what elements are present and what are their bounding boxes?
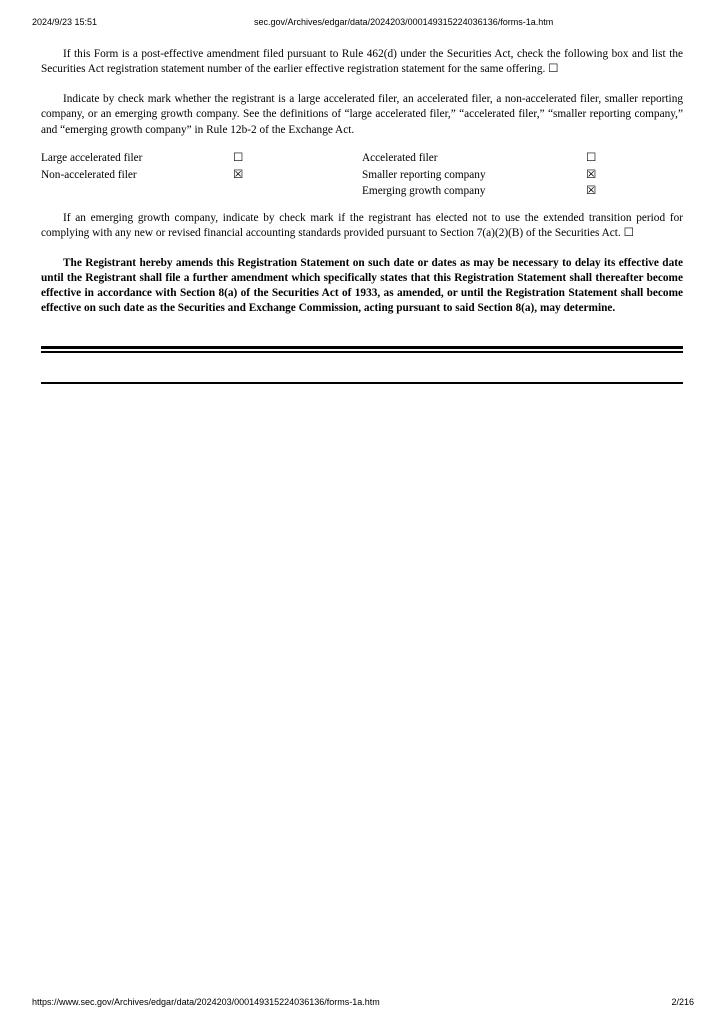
large-accelerated-filer-checkbox: ☐ — [233, 152, 244, 165]
accelerated-filer-label: Accelerated filer — [362, 152, 438, 165]
emerging-growth-company-checkbox: ☒ — [586, 185, 597, 198]
large-accelerated-filer-label: Large accelerated filer — [41, 152, 143, 165]
smaller-reporting-company-checkbox: ☒ — [586, 168, 597, 181]
post-effective-amendment-paragraph: If this Form is a post-effective amendment filed pursuant to Rule 462(d) under the Securities Act, check the following box and list the Securities Act registration statement number of the earlier effective registration statement for the same offering. ☐ — [41, 48, 683, 76]
print-footer — [0, 997, 724, 1009]
non-accelerated-filer-checkbox: ☒ — [233, 168, 244, 181]
print-header-url: sec.gov/Archives/edgar/data/2024203/000149315224036136/forms-1a.htm — [254, 17, 554, 27]
print-datetime: 2024/9/23 15:51 — [32, 17, 98, 27]
rule-line — [41, 351, 683, 353]
print-footer-url: https://www.sec.gov/Archives/edgar/data/2024203/000149315224036136/forms-1a.htm — [32, 997, 380, 1007]
filer-row — [41, 184, 683, 200]
accelerated-filer-checkbox: ☐ — [586, 152, 597, 165]
filer-row — [41, 168, 683, 184]
rule-line — [41, 346, 683, 349]
filer-row — [41, 151, 683, 167]
delaying-amendment-paragraph: The Registrant hereby amends this Registration Statement on such date or dates as may be necessary to delay its effective date until the Registrant shall file a further amendment which specifically states that this Registration Statement shall thereafter become effective in accordance with Section 8(a) of the Securities Act of 1933, as amended, or until the Registration Statement shall become effective on such date as the Securities and Exchange Commission, acting pursuant to said Section 8(a), may determine. — [41, 256, 683, 315]
single-rule-divider — [41, 382, 683, 384]
double-rule-divider — [41, 346, 683, 352]
document-body — [41, 47, 683, 317]
non-accelerated-filer-label: Non-accelerated filer — [41, 168, 137, 181]
transition-period-paragraph: If an emerging growth company, indicate by check mark if the registrant has elected not to use the extended transition period for complying with any new or revised financial accounting standards provided pursuant to Section 7(a)(2)(B) of the Securities Act. ☐ — [41, 212, 683, 240]
page-number: 2/216 — [671, 997, 694, 1007]
print-header — [0, 17, 724, 29]
emerging-growth-company-label: Emerging growth company — [362, 185, 486, 198]
filer-status-table — [41, 151, 683, 199]
smaller-reporting-company-label: Smaller reporting company — [362, 168, 486, 181]
filer-status-paragraph: Indicate by check mark whether the registrant is a large accelerated filer, an accelerated filer, a non-accelerated filer, smaller reporting company, or an emerging growth company. See the definitions of “large accelerated filer,” “accelerated filer,” “smaller reporting company,” and “emerging growth company” in Rule 12b-2 of the Exchange Act. — [41, 92, 683, 136]
